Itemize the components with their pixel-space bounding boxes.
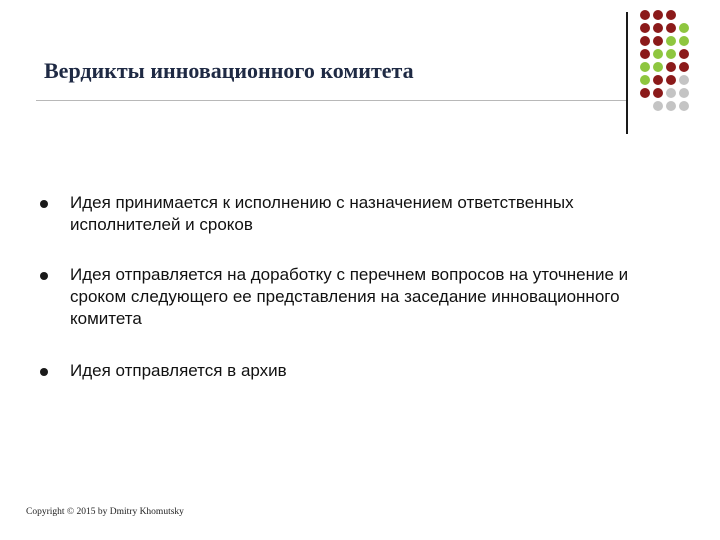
decor-dot-red bbox=[653, 23, 663, 33]
bullet-text: Идея отправляется на доработку с перечнем вопросов на уточнение и сроком следующего ее представления на заседание инновационного комитета bbox=[70, 265, 629, 328]
decor-dot-green bbox=[640, 62, 650, 72]
decor-dot-green bbox=[640, 75, 650, 85]
decor-dot-red bbox=[640, 49, 650, 59]
decor-dot-red bbox=[679, 49, 689, 59]
decor-dot-green bbox=[653, 49, 663, 59]
bullet-icon bbox=[40, 272, 48, 280]
decor-dot-red bbox=[653, 36, 663, 46]
decor-dot-green bbox=[666, 36, 676, 46]
decor-dot-gray bbox=[666, 88, 676, 98]
decor-dot-green bbox=[679, 23, 689, 33]
decor-dot-gray bbox=[679, 75, 689, 85]
decor-dot-green bbox=[679, 36, 689, 46]
decor-dot-red bbox=[640, 23, 650, 33]
decor-dot-red bbox=[640, 10, 650, 20]
decorative-dot-grid bbox=[640, 10, 700, 120]
decor-dot-gray bbox=[653, 101, 663, 111]
decor-dot-red bbox=[653, 88, 663, 98]
copyright-notice: Copyright © 2015 by Dmitry Khomutsky bbox=[26, 507, 184, 517]
bullet-icon bbox=[40, 200, 48, 208]
bullet-icon bbox=[40, 368, 48, 376]
decor-dot-red bbox=[666, 62, 676, 72]
decor-dot-red bbox=[640, 88, 650, 98]
slide-title: Вердикты инновационного комитета bbox=[44, 58, 414, 83]
decor-dot-red bbox=[666, 75, 676, 85]
decor-dot-gray bbox=[666, 101, 676, 111]
decor-dot-red bbox=[653, 75, 663, 85]
decor-dot-green bbox=[653, 62, 663, 72]
decor-dot-red bbox=[679, 62, 689, 72]
decor-dot-red bbox=[666, 10, 676, 20]
decor-dot-green bbox=[666, 49, 676, 59]
decor-dot-red bbox=[666, 23, 676, 33]
bullet-text: Идея отправляется в архив bbox=[70, 361, 287, 380]
vertical-divider bbox=[626, 12, 628, 134]
decor-dot-gray bbox=[679, 101, 689, 111]
bullet-text: Идея принимается к исполнению с назначением ответственных исполнителей и сроков bbox=[70, 193, 574, 234]
title-divider bbox=[36, 100, 626, 101]
decor-dot-red bbox=[653, 10, 663, 20]
decor-dot-gray bbox=[679, 88, 689, 98]
decor-dot-red bbox=[640, 36, 650, 46]
